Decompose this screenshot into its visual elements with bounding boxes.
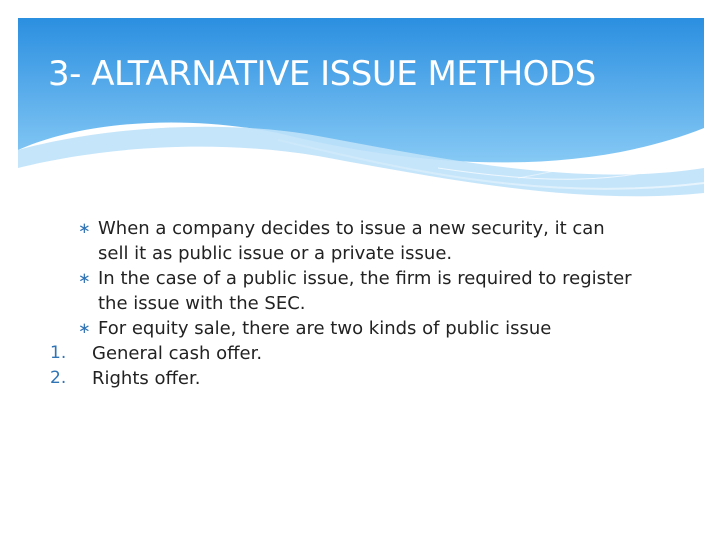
bullet-marker-icon: ∗ bbox=[78, 319, 91, 337]
numbered-item bbox=[50, 341, 638, 366]
slide-title: 3- ALTARNATIVE ISSUE METHODS bbox=[48, 54, 596, 94]
number-marker: 1. bbox=[50, 343, 67, 363]
number-marker: 2. bbox=[50, 368, 67, 388]
numbered-text: General cash offer. bbox=[92, 343, 263, 364]
bullet-text: When a company decides to issue a new security, it can sell it as public issue or a private issue. bbox=[98, 218, 605, 264]
bullet-item bbox=[78, 266, 638, 316]
bullet-item bbox=[78, 316, 638, 341]
bullet-marker-icon: ∗ bbox=[78, 269, 91, 287]
bullet-text: In the case of a public issue, the firm is required to register the issue with the SEC. bbox=[98, 268, 632, 314]
bullet-list bbox=[50, 216, 638, 391]
bullet-item bbox=[78, 216, 638, 266]
bullet-text: For equity sale, there are two kinds of public issue bbox=[98, 318, 552, 339]
numbered-text: Rights offer. bbox=[92, 368, 201, 389]
bullet-marker-icon: ∗ bbox=[78, 219, 91, 237]
numbered-item bbox=[50, 366, 638, 391]
title-banner bbox=[18, 18, 704, 198]
banner-graphic bbox=[18, 18, 704, 198]
